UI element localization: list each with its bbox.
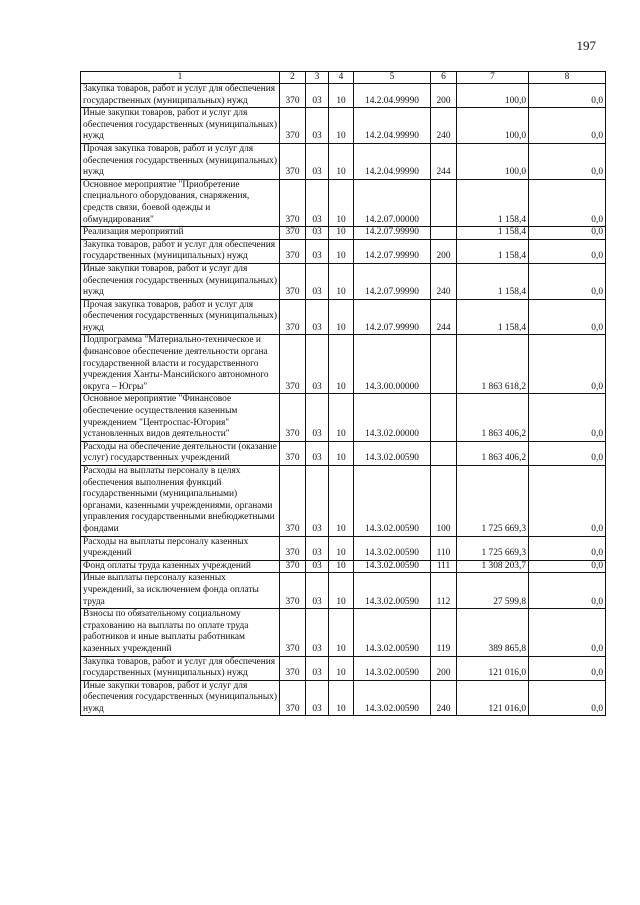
column-header: 8 <box>529 72 606 84</box>
ministry-code: 370 <box>280 394 306 441</box>
target-article-code: 14.2.07.99990 <box>354 299 431 335</box>
amount-value-2: 0,0 <box>529 560 606 573</box>
table-row <box>81 394 606 441</box>
column-header: 7 <box>457 72 529 84</box>
budget-table <box>80 71 606 716</box>
ministry-code: 370 <box>280 239 306 263</box>
expense-name: Прочая закупка товаров, работ и услуг для обеспечения государственных (муниципальных) нужд <box>81 143 280 179</box>
table-row <box>81 536 606 560</box>
ministry-code: 370 <box>280 441 306 465</box>
ministry-code: 370 <box>280 609 306 656</box>
table-row <box>81 609 606 656</box>
amount-value: 1 308 203,7 <box>457 560 529 573</box>
amount-value: 1 158,4 <box>457 239 529 263</box>
table-row <box>81 108 606 144</box>
expense-type-code: 244 <box>431 299 457 335</box>
expense-type-code: 200 <box>431 84 457 108</box>
expense-name: Расходы на обеспечение деятельности (оказание услуг) государственных учреждений <box>81 441 280 465</box>
expense-type-code <box>431 179 457 226</box>
amount-value-2: 0,0 <box>529 609 606 656</box>
ministry-code: 370 <box>280 656 306 680</box>
expense-type-code: 240 <box>431 680 457 716</box>
table-row <box>81 143 606 179</box>
subsection-code: 10 <box>329 335 354 394</box>
section-code: 03 <box>306 263 329 299</box>
expense-name: Иные закупки товаров, работ и услуг для обеспечения государственных (муниципальных) нужд <box>81 263 280 299</box>
amount-value-2: 0,0 <box>529 299 606 335</box>
table-row <box>81 441 606 465</box>
expense-type-code: 200 <box>431 239 457 263</box>
section-code: 03 <box>306 335 329 394</box>
amount-value-2: 0,0 <box>529 263 606 299</box>
expense-name: Прочая закупка товаров, работ и услуг для обеспечения государственных (муниципальных) нужд <box>81 299 280 335</box>
target-article-code: 14.2.04.99990 <box>354 84 431 108</box>
table-row <box>81 466 606 537</box>
expense-type-code: 240 <box>431 263 457 299</box>
expense-name: Закупка товаров, работ и услуг для обеспечения государственных (муниципальных) нужд <box>81 84 280 108</box>
amount-value-2: 0,0 <box>529 335 606 394</box>
table-row <box>81 335 606 394</box>
column-header: 3 <box>306 72 329 84</box>
expense-name: Расходы на выплаты персоналу в целях обеспечения выполнения функций государственными (муниципальными) органами, казенными учреждениями, органами управления государственными внебюджетными фондами <box>81 466 280 537</box>
amount-value: 100,0 <box>457 143 529 179</box>
subsection-code: 10 <box>329 466 354 537</box>
table-row <box>81 299 606 335</box>
section-code: 03 <box>306 227 329 240</box>
expense-name: Подпрограмма "Материально-техническое и финансовое обеспечение деятельности органа государственной власти и государственного учреждения Ханты-Мансийского автономного округа – Югры" <box>81 335 280 394</box>
expense-type-code: 244 <box>431 143 457 179</box>
subsection-code: 10 <box>329 609 354 656</box>
section-code: 03 <box>306 573 329 609</box>
target-article-code: 14.3.02.00000 <box>354 394 431 441</box>
subsection-code: 10 <box>329 179 354 226</box>
section-code: 03 <box>306 299 329 335</box>
section-code: 03 <box>306 441 329 465</box>
expense-type-code: 240 <box>431 108 457 144</box>
table-row <box>81 227 606 240</box>
subsection-code: 10 <box>329 394 354 441</box>
target-article-code: 14.3.02.00590 <box>354 536 431 560</box>
ministry-code: 370 <box>280 466 306 537</box>
section-code: 03 <box>306 239 329 263</box>
subsection-code: 10 <box>329 108 354 144</box>
subsection-code: 10 <box>329 560 354 573</box>
amount-value: 27 599,8 <box>457 573 529 609</box>
ministry-code: 370 <box>280 299 306 335</box>
amount-value: 389 865,8 <box>457 609 529 656</box>
expense-name: Основное мероприятие "Финансовое обеспечение осуществления казенным учреждением "Центроспас-Югория" установленных видов деятельности" <box>81 394 280 441</box>
table-row <box>81 560 606 573</box>
amount-value: 1 725 669,3 <box>457 536 529 560</box>
table-row <box>81 84 606 108</box>
ministry-code: 370 <box>280 263 306 299</box>
amount-value: 1 158,4 <box>457 179 529 226</box>
expense-type-code <box>431 394 457 441</box>
ministry-code: 370 <box>280 680 306 716</box>
table-row <box>81 239 606 263</box>
amount-value: 100,0 <box>457 108 529 144</box>
target-article-code: 14.3.02.00590 <box>354 441 431 465</box>
subsection-code: 10 <box>329 299 354 335</box>
subsection-code: 10 <box>329 263 354 299</box>
section-code: 03 <box>306 536 329 560</box>
amount-value: 1 863 406,2 <box>457 394 529 441</box>
amount-value: 121 016,0 <box>457 656 529 680</box>
expense-name: Фонд оплаты труда казенных учреждений <box>81 560 280 573</box>
amount-value: 1 158,4 <box>457 227 529 240</box>
subsection-code: 10 <box>329 656 354 680</box>
column-header: 4 <box>329 72 354 84</box>
section-code: 03 <box>306 466 329 537</box>
table-row <box>81 656 606 680</box>
ministry-code: 370 <box>280 335 306 394</box>
section-code: 03 <box>306 609 329 656</box>
table-row <box>81 680 606 716</box>
table-row <box>81 263 606 299</box>
expense-name: Иные выплаты персоналу казенных учреждений, за исключением фонда оплаты труда <box>81 573 280 609</box>
expense-type-code <box>431 441 457 465</box>
expense-name: Иные закупки товаров, работ и услуг для обеспечения государственных (муниципальных) нужд <box>81 108 280 144</box>
expense-name: Иные закупки товаров, работ и услуг для обеспечения государственных (муниципальных) нужд <box>81 680 280 716</box>
expense-name: Взносы по обязательному социальному страхованию на выплаты по оплате труда работников и иные выплаты работникам казенных учреждений <box>81 609 280 656</box>
amount-value-2: 0,0 <box>529 143 606 179</box>
amount-value-2: 0,0 <box>529 108 606 144</box>
target-article-code: 14.3.02.00590 <box>354 680 431 716</box>
subsection-code: 10 <box>329 143 354 179</box>
table-row <box>81 179 606 226</box>
subsection-code: 10 <box>329 227 354 240</box>
ministry-code: 370 <box>280 84 306 108</box>
subsection-code: 10 <box>329 441 354 465</box>
section-code: 03 <box>306 143 329 179</box>
expense-type-code: 200 <box>431 656 457 680</box>
amount-value-2: 0,0 <box>529 466 606 537</box>
expense-type-code: 112 <box>431 573 457 609</box>
amount-value-2: 0,0 <box>529 656 606 680</box>
expense-name: Закупка товаров, работ и услуг для обеспечения государственных (муниципальных) нужд <box>81 239 280 263</box>
section-code: 03 <box>306 560 329 573</box>
expense-type-code: 111 <box>431 560 457 573</box>
target-article-code: 14.2.04.99990 <box>354 143 431 179</box>
column-header: 6 <box>431 72 457 84</box>
target-article-code: 14.3.00.00000 <box>354 335 431 394</box>
expense-name: Закупка товаров, работ и услуг для обеспечения государственных (муниципальных) нужд <box>81 656 280 680</box>
amount-value-2: 0,0 <box>529 239 606 263</box>
amount-value: 1 158,4 <box>457 263 529 299</box>
amount-value-2: 0,0 <box>529 179 606 226</box>
table-row <box>81 573 606 609</box>
section-code: 03 <box>306 394 329 441</box>
target-article-code: 14.3.02.00590 <box>354 573 431 609</box>
ministry-code: 370 <box>280 573 306 609</box>
subsection-code: 10 <box>329 239 354 263</box>
amount-value: 1 725 669,3 <box>457 466 529 537</box>
target-article-code: 14.2.07.99990 <box>354 227 431 240</box>
ministry-code: 370 <box>280 108 306 144</box>
amount-value-2: 0,0 <box>529 680 606 716</box>
header-row <box>81 72 606 84</box>
amount-value: 1 158,4 <box>457 299 529 335</box>
target-article-code: 14.2.07.00000 <box>354 179 431 226</box>
subsection-code: 10 <box>329 536 354 560</box>
target-article-code: 14.2.07.99990 <box>354 263 431 299</box>
ministry-code: 370 <box>280 179 306 226</box>
page-number: 197 <box>576 38 596 53</box>
target-article-code: 14.3.02.00590 <box>354 466 431 537</box>
subsection-code: 10 <box>329 680 354 716</box>
ministry-code: 370 <box>280 560 306 573</box>
subsection-code: 10 <box>329 573 354 609</box>
section-code: 03 <box>306 656 329 680</box>
column-header: 5 <box>354 72 431 84</box>
target-article-code: 14.3.02.00590 <box>354 560 431 573</box>
expense-name: Реализация мероприятий <box>81 227 280 240</box>
amount-value: 121 016,0 <box>457 680 529 716</box>
section-code: 03 <box>306 179 329 226</box>
expense-name: Основное мероприятие "Приобретение специального оборудования, снаряжения, средств связи, боевой одежды и обмундирования" <box>81 179 280 226</box>
expense-type-code <box>431 227 457 240</box>
amount-value: 100,0 <box>457 84 529 108</box>
amount-value-2: 0,0 <box>529 394 606 441</box>
amount-value: 1 863 618,2 <box>457 335 529 394</box>
ministry-code: 370 <box>280 143 306 179</box>
target-article-code: 14.2.07.99990 <box>354 239 431 263</box>
subsection-code: 10 <box>329 84 354 108</box>
section-code: 03 <box>306 680 329 716</box>
ministry-code: 370 <box>280 227 306 240</box>
expense-type-code: 100 <box>431 466 457 537</box>
amount-value-2: 0,0 <box>529 573 606 609</box>
target-article-code: 14.2.04.99990 <box>354 108 431 144</box>
target-article-code: 14.3.02.00590 <box>354 609 431 656</box>
amount-value-2: 0,0 <box>529 84 606 108</box>
amount-value-2: 0,0 <box>529 227 606 240</box>
expense-name: Расходы на выплаты персоналу казенных учреждений <box>81 536 280 560</box>
target-article-code: 14.3.02.00590 <box>354 656 431 680</box>
amount-value-2: 0,0 <box>529 441 606 465</box>
column-header: 2 <box>280 72 306 84</box>
amount-value: 1 863 406,2 <box>457 441 529 465</box>
column-header: 1 <box>81 72 280 84</box>
section-code: 03 <box>306 108 329 144</box>
section-code: 03 <box>306 84 329 108</box>
expense-type-code: 110 <box>431 536 457 560</box>
expense-type-code <box>431 335 457 394</box>
ministry-code: 370 <box>280 536 306 560</box>
amount-value-2: 0,0 <box>529 536 606 560</box>
expense-type-code: 119 <box>431 609 457 656</box>
